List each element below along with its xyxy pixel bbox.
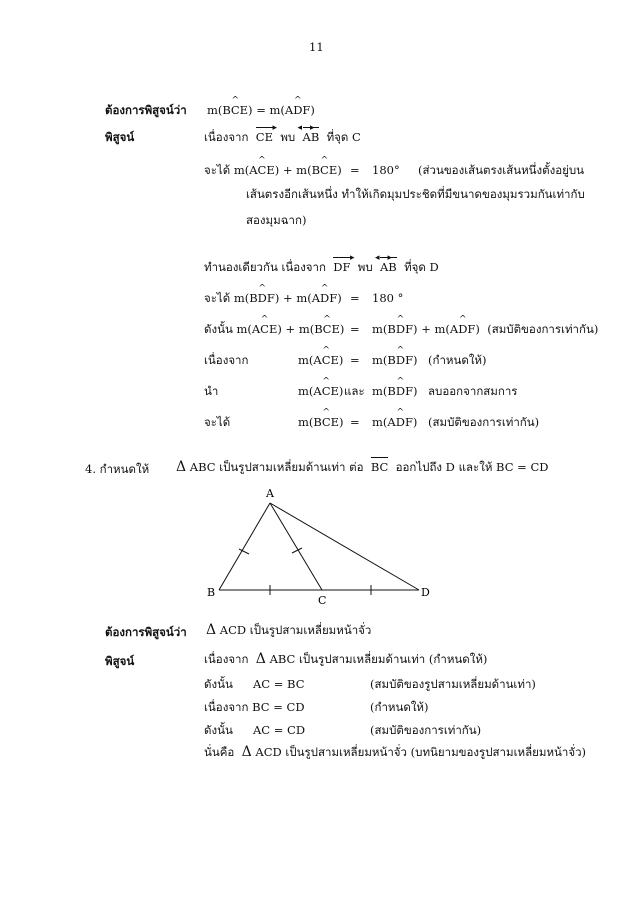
label-a: A bbox=[266, 487, 274, 500]
proof-line-10-eq: = bbox=[350, 415, 360, 429]
proof-line-2-val: 180° bbox=[372, 163, 400, 177]
proof-line-9-label: นำ bbox=[204, 384, 219, 398]
proof-line-10-label: จะได้ bbox=[204, 415, 231, 429]
proof-line-9-mid: และ bbox=[344, 384, 365, 398]
triangle-symbol: Δ bbox=[176, 459, 187, 475]
page-number: 11 bbox=[309, 40, 324, 54]
proof2-line-2-expr: AC = BC bbox=[253, 677, 305, 691]
proof-line-10-note: (สมบัติของการเท่ากัน) bbox=[428, 415, 540, 429]
proof-line-8-label: เนื่องจาก bbox=[204, 353, 249, 367]
proof-line-2-eq: = bbox=[350, 163, 360, 177]
proof-line-10-lhs: m(B^ CE) bbox=[298, 415, 344, 429]
proof2-line-2-label: ดังนั้น bbox=[204, 677, 233, 691]
proof-line-7-eq: = bbox=[350, 322, 360, 336]
side-ad bbox=[270, 503, 419, 590]
goal-statement: m(B^ CE) = m(A^ DF) bbox=[207, 103, 315, 117]
proof-line-8-note: (กำหนดให้) bbox=[428, 353, 487, 367]
proof-line-9-lhs: m(A^ CE) bbox=[298, 384, 343, 398]
label-d: D bbox=[421, 586, 430, 599]
proof-line-1: เนื่องจาก CE ▸ พบ AB ◂▸ ที่จุด C bbox=[204, 130, 361, 144]
label-c: C bbox=[318, 594, 327, 607]
goal-label-2: ต้องการพิสูจน์ว่า bbox=[105, 625, 187, 639]
problem-4-number: 4. กำหนดให้ bbox=[85, 462, 150, 476]
proof-line-2: จะได้ m(A^ CE) + m(B^ CE) bbox=[204, 163, 342, 177]
side-ac bbox=[270, 503, 322, 590]
proof-line-5: ทำนองเดียวกัน เนื่องจาก DF ▸ พบ AB ◂▸ ที่จุด D bbox=[204, 260, 439, 274]
proof2-line-1: เนื่องจาก Δ ABC เป็นรูปสามเหลี่ยมด้านเท่า (กำหนดให้) bbox=[204, 651, 488, 667]
proof-line-6: จะได้ m(B^ DF) + m(A^ DF) bbox=[204, 291, 342, 305]
proof2-line-4-note: (สมบัติของการเท่ากัน) bbox=[370, 723, 482, 737]
proof-line-3: เส้นตรงอีกเส้นหนึ่ง ทำให้เกิดมุมประชิดที่มีขนาดของมุมรวมกันเท่ากับ bbox=[246, 187, 585, 201]
problem-4-statement: Δ ABC เป็นรูปสามเหลี่ยมด้านเท่า ต่อ BC ออกไปถึง D และให้ BC = CD bbox=[176, 459, 549, 475]
line-ab: AB ◂▸ bbox=[303, 130, 320, 144]
side-ab bbox=[219, 503, 270, 590]
proof2-line-2-note: (สมบัติของรูปสามเหลี่ยมด้านเท่า) bbox=[370, 677, 536, 691]
proof-line-10-rhs: m(A^ DF) bbox=[372, 415, 417, 429]
proof2-line-5: นั่นคือ Δ ACD เป็นรูปสามเหลี่ยมหน้าจั่ว (บทนิยามของรูปสามเหลี่ยมหน้าจั่ว) bbox=[204, 744, 587, 760]
proof2-line-4-label: ดังนั้น bbox=[204, 723, 233, 737]
line-ab-2: AB ◂▸ bbox=[380, 260, 397, 274]
proof-label: พิสูจน์ bbox=[105, 130, 135, 144]
segment-bc: BC bbox=[370, 460, 389, 474]
goal-label: ต้องการพิสูจน์ว่า bbox=[105, 103, 187, 117]
proof2-line-3-note: (กำหนดให้) bbox=[370, 700, 429, 714]
proof-label-2: พิสูจน์ bbox=[105, 654, 135, 668]
ray-df: DF ▸ bbox=[333, 260, 350, 274]
goal-statement-2: Δ ACD เป็นรูปสามเหลี่ยมหน้าจั่ว bbox=[206, 622, 372, 638]
ray-ce: CE ▸ bbox=[256, 130, 273, 144]
proof-line-2-note: (ส่วนของเส้นตรงเส้นหนึ่งตั้งอยู่บน bbox=[418, 163, 585, 177]
proof-line-6-eq: = bbox=[350, 291, 360, 305]
proof2-line-4-expr: AC = CD bbox=[253, 723, 306, 737]
proof-line-8-eq: = bbox=[350, 353, 360, 367]
proof-line-9-note: ลบออกจากสมการ bbox=[428, 384, 518, 398]
proof2-line-3: เนื่องจาก BC = CD bbox=[204, 700, 305, 714]
proof-line-4: สองมุมฉาก) bbox=[246, 213, 307, 227]
proof-line-7-rhs: m(B^ DF) + m(A^ DF) (สมบัติของการเท่ากัน) bbox=[372, 322, 598, 336]
proof-line-8-lhs: m(A^ CE) bbox=[298, 353, 343, 367]
proof-line-9-rhs: m(B^ DF) bbox=[372, 384, 418, 398]
label-b: B bbox=[207, 586, 216, 599]
proof-line-6-val: 180 ° bbox=[372, 291, 404, 305]
proof-line-7: ดังนั้น m(A^ CE) + m(B^ CE) bbox=[204, 322, 344, 336]
proof-line-8-rhs: m(B^ DF) bbox=[372, 353, 418, 367]
